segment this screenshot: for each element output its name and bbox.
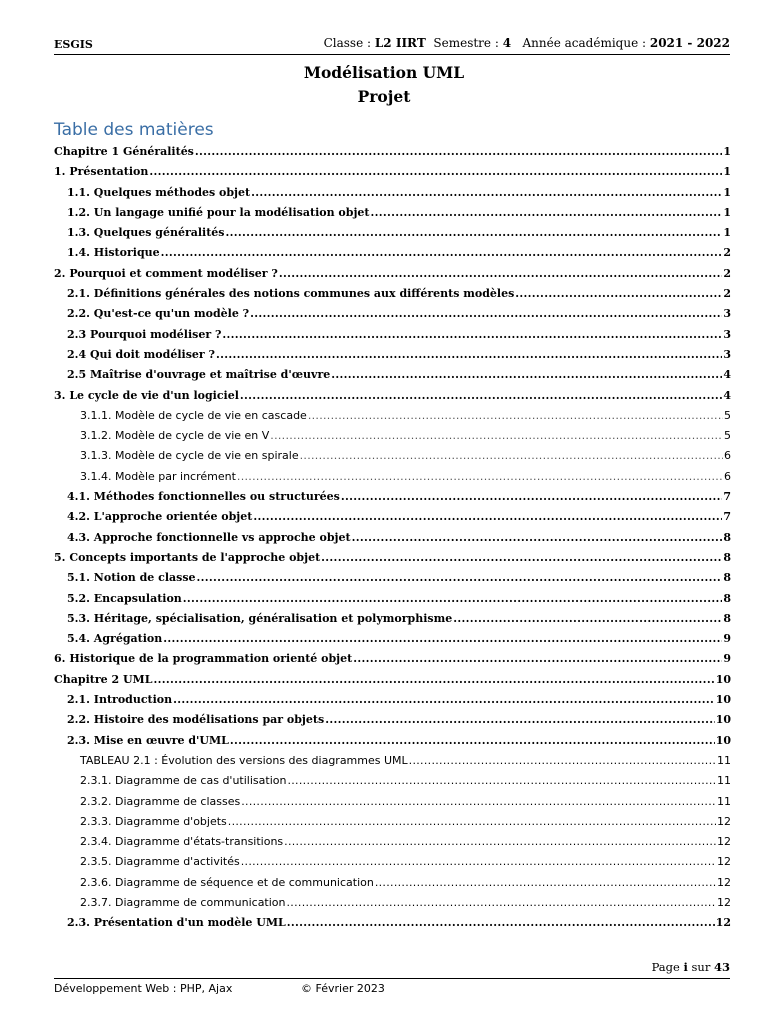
toc-entry-title: 3.1.1. Modèle de cycle de vie en cascade — [80, 408, 307, 422]
toc-entry[interactable] — [54, 531, 731, 551]
toc-dot-leader — [216, 348, 722, 361]
toc-dot-leader — [161, 246, 723, 259]
page-total: 43 — [713, 960, 730, 974]
toc-dot-leader — [287, 916, 715, 929]
toc-entry[interactable] — [54, 673, 731, 693]
toc-entry[interactable] — [54, 612, 731, 632]
toc-entry-title: 2.3.4. Diagramme d'états-transitions — [80, 835, 284, 849]
toc-entry[interactable] — [54, 246, 731, 266]
toc-entry-page: 7 — [723, 510, 731, 524]
toc-entry-page: 11 — [717, 753, 731, 767]
toc-dot-leader — [230, 734, 715, 747]
toc-entry-title: 4.2. L'approche orientée objet — [67, 510, 253, 524]
toc-entry-page: 1 — [723, 205, 731, 219]
toc-entry-title: 5.2. Encapsulation — [67, 591, 182, 605]
toc-dot-leader — [222, 328, 722, 341]
toc-entry[interactable] — [54, 409, 731, 429]
toc-dot-leader — [270, 429, 723, 442]
footer-date: © Février 2023 — [301, 982, 385, 995]
toc-entry[interactable] — [54, 287, 731, 307]
toc-entry-page: 6 — [724, 469, 731, 483]
toc-entry-title: 2.3.7. Diagramme de communication — [80, 895, 286, 909]
toc-entry[interactable] — [54, 916, 731, 936]
page-number — [652, 960, 730, 974]
header-info — [324, 36, 730, 50]
toc-entry-title: 1. Présentation — [54, 165, 149, 179]
toc-entry-page: 8 — [723, 550, 731, 564]
toc-entry-page: 1 — [723, 165, 731, 179]
toc-dot-leader — [409, 754, 716, 767]
year-label: Année académique : — [522, 36, 650, 50]
toc-entry-title: 1.3. Quelques généralités — [67, 226, 225, 240]
toc-entry-page: 12 — [717, 895, 731, 909]
toc-entry-page: 10 — [715, 733, 731, 747]
toc-entry-page: 9 — [723, 652, 731, 666]
toc-entry-page: 6 — [724, 449, 731, 463]
toc-entry[interactable] — [54, 348, 731, 368]
toc-dot-leader — [515, 287, 722, 300]
toc-entry-title: 2.3.5. Diagramme d'activités — [80, 855, 240, 869]
toc-entry[interactable] — [54, 855, 731, 875]
toc-entry-title: 2.2. Qu'est-ce qu'un modèle ? — [67, 307, 250, 321]
page-header — [54, 36, 730, 54]
toc-entry-title: 5. Concepts importants de l'approche objet — [54, 550, 321, 564]
toc-dot-leader — [321, 551, 722, 564]
toc-entry-page: 4 — [723, 388, 731, 402]
toc-dot-leader — [153, 673, 714, 686]
toc-entry-title: 3.1.3. Modèle de cycle de vie en spirale — [80, 449, 299, 463]
toc-entry-title: 5.4. Agrégation — [67, 632, 163, 646]
toc-entry[interactable] — [54, 551, 731, 571]
toc-entry-title: TABLEAU 2.1 : Évolution des versions des diagrammes UML — [80, 753, 408, 767]
toc-entry[interactable] — [54, 307, 731, 327]
toc-entry-page: 1 — [723, 185, 731, 199]
toc-entry[interactable] — [54, 226, 731, 246]
header-rule — [54, 54, 730, 55]
toc-entry[interactable] — [54, 145, 731, 165]
toc-entry-page: 12 — [717, 855, 731, 869]
toc-dot-leader — [325, 713, 715, 726]
toc-entry[interactable] — [54, 632, 731, 652]
toc-entry-page: 12 — [715, 916, 731, 930]
toc-entry-page: 3 — [723, 327, 731, 341]
toc-dot-leader — [341, 490, 723, 503]
toc-entry-page: 3 — [723, 347, 731, 361]
toc-entry[interactable] — [54, 206, 731, 226]
year-value: 2021 - 2022 — [649, 36, 730, 50]
toc-entry[interactable] — [54, 734, 731, 754]
toc-entry-page: 11 — [717, 774, 731, 788]
toc-dot-leader — [197, 571, 723, 584]
toc-entry-title: 2. Pourquoi et comment modéliser ? — [54, 266, 278, 280]
footer-rule — [54, 978, 730, 979]
toc-entry-title: 1.4. Historique — [67, 246, 160, 260]
toc-entry-page: 12 — [717, 814, 731, 828]
toc-entry-page: 2 — [723, 287, 731, 301]
toc-entry[interactable] — [54, 449, 731, 469]
toc-dot-leader — [195, 145, 722, 158]
toc-dot-leader — [183, 592, 723, 605]
toc-entry[interactable] — [54, 876, 731, 896]
toc-entry-page: 8 — [723, 611, 731, 625]
toc-entry[interactable] — [54, 490, 731, 510]
toc-dot-leader — [371, 206, 723, 219]
toc-entry-page: 7 — [723, 490, 731, 504]
toc-dot-leader — [453, 612, 722, 625]
toc-entry-page: 2 — [723, 266, 731, 280]
toc-entry-page: 1 — [723, 145, 731, 158]
toc-dot-leader — [163, 632, 722, 645]
toc-dot-leader — [279, 267, 722, 280]
toc-dot-leader — [287, 774, 716, 787]
footer-course: Développement Web : PHP, Ajax — [54, 982, 233, 995]
toc-entry-title: 2.2. Histoire des modélisations par objets — [67, 713, 325, 727]
document-subtitle: Projet — [357, 87, 411, 106]
toc-entry[interactable] — [54, 429, 731, 449]
toc-dot-leader — [353, 652, 722, 665]
toc-entry-page: 11 — [717, 794, 731, 808]
page-separator: sur — [687, 960, 714, 974]
toc-heading: Table des matières — [54, 120, 214, 140]
toc-entry-title: 2.3.2. Diagramme de classes — [80, 794, 241, 808]
toc-dot-leader — [241, 855, 716, 868]
document-title: Modélisation UML — [303, 63, 465, 82]
toc-entry[interactable] — [54, 774, 731, 794]
toc-entry-title: 2.3. Présentation d'un modèle UML — [67, 916, 286, 930]
class-value: L2 IIRT — [374, 36, 426, 50]
toc-entry-title: 3. Le cycle de vie d'un logiciel — [54, 388, 239, 402]
toc-dot-leader — [287, 896, 716, 909]
toc-entry-title: 2.5 Maîtrise d'ouvrage et maîtrise d'œuvre — [67, 368, 331, 382]
page-current: i — [683, 960, 688, 974]
toc-entry-title: Chapitre 1 Généralités — [54, 145, 194, 158]
toc-dot-leader — [226, 226, 723, 239]
toc-entry-title: 4.1. Méthodes fonctionnelles ou structurées — [67, 490, 340, 504]
toc-entry-page: 10 — [715, 693, 731, 707]
toc-dot-leader — [284, 835, 716, 848]
toc-dot-leader — [352, 531, 723, 544]
toc-dot-leader — [331, 368, 722, 381]
toc-entry-title: 4.3. Approche fonctionnelle vs approche objet — [67, 530, 351, 544]
semester-value: 4 — [502, 36, 512, 50]
toc-entry-page: 5 — [724, 429, 731, 443]
toc-entry[interactable] — [54, 835, 731, 855]
toc-entry-page: 10 — [715, 713, 731, 727]
toc-entry-title: 2.3.6. Diagramme de séquence et de communication — [80, 875, 374, 889]
toc-entry[interactable] — [54, 470, 731, 490]
toc-dot-leader — [241, 795, 716, 808]
toc-entry-title: 3.1.4. Modèle par incrément — [80, 469, 236, 483]
toc-entry-page: 4 — [723, 368, 731, 382]
toc-dot-leader — [237, 470, 723, 483]
toc-entry[interactable] — [54, 713, 731, 733]
toc-entry[interactable] — [54, 896, 731, 916]
toc-entry-title: 2.3. Mise en œuvre d'UML — [67, 733, 229, 747]
toc-entry[interactable] — [54, 389, 731, 409]
toc-entry-page: 8 — [723, 571, 731, 585]
toc-entry-page: 3 — [723, 307, 731, 321]
toc-entry-page: 8 — [723, 591, 731, 605]
toc-entry[interactable] — [54, 795, 731, 815]
toc-entry-title: 2.3 Pourquoi modéliser ? — [67, 327, 222, 341]
toc-entry[interactable] — [54, 368, 731, 388]
toc-entry-page: 2 — [723, 246, 731, 260]
toc-entry-title: 2.3.3. Diagramme d'objets — [80, 814, 227, 828]
toc-entry[interactable] — [54, 571, 731, 591]
toc-dot-leader — [375, 876, 716, 889]
toc-entry[interactable] — [54, 754, 731, 774]
toc-dot-leader — [251, 186, 722, 199]
toc-entry-title: 2.4 Qui doit modéliser ? — [67, 347, 215, 361]
toc-dot-leader — [253, 510, 722, 523]
toc-entry[interactable] — [54, 267, 731, 287]
toc-entry-title: Chapitre 2 UML — [54, 672, 153, 686]
toc-entry-page: 12 — [717, 835, 731, 849]
school-name: ESGIS — [54, 38, 93, 51]
toc-entry-page: 10 — [715, 672, 731, 686]
class-label: Classe : — [323, 36, 375, 50]
toc-entry-title: 5.3. Héritage, spécialisation, généralisation et polymorphisme — [67, 611, 453, 625]
toc-dot-leader — [228, 815, 716, 828]
toc-dot-leader — [250, 307, 722, 320]
toc-dot-leader — [240, 389, 722, 402]
toc-entry[interactable] — [54, 328, 731, 348]
toc-entry-page: 1 — [723, 226, 731, 240]
toc-entry-title: 2.3.1. Diagramme de cas d'utilisation — [80, 774, 287, 788]
toc-dot-leader — [308, 409, 723, 422]
toc-dot-leader — [173, 693, 715, 706]
toc-entry-page: 9 — [723, 632, 731, 646]
toc-entry-title: 2.1. Définitions générales des notions communes aux différents modèles — [67, 287, 515, 301]
page-label: Page — [651, 960, 684, 974]
toc-entry-title: 1.1. Quelques méthodes objet — [67, 185, 251, 199]
toc-entry-page: 8 — [723, 530, 731, 544]
toc-entry[interactable] — [54, 510, 731, 530]
toc-entry[interactable] — [54, 165, 731, 185]
toc-entry-title: 1.2. Un langage unifié pour la modélisation objet — [67, 205, 370, 219]
table-of-contents — [54, 145, 731, 937]
toc-entry[interactable] — [54, 186, 731, 206]
toc-entry-title: 6. Historique de la programmation orienté objet — [54, 652, 353, 666]
toc-entry[interactable] — [54, 592, 731, 612]
toc-entry-page: 12 — [717, 875, 731, 889]
toc-entry-title: 5.1. Notion de classe — [67, 571, 196, 585]
toc-entry[interactable] — [54, 815, 731, 835]
semester-label: Semestre : — [433, 36, 503, 50]
toc-entry-page: 5 — [724, 408, 731, 422]
toc-dot-leader — [300, 449, 723, 462]
toc-entry-title: 2.1. Introduction — [67, 693, 173, 707]
toc-entry-title: 3.1.2. Modèle de cycle de vie en V — [80, 429, 270, 443]
toc-dot-leader — [149, 165, 722, 178]
toc-entry[interactable] — [54, 693, 731, 713]
toc-entry[interactable] — [54, 652, 731, 672]
